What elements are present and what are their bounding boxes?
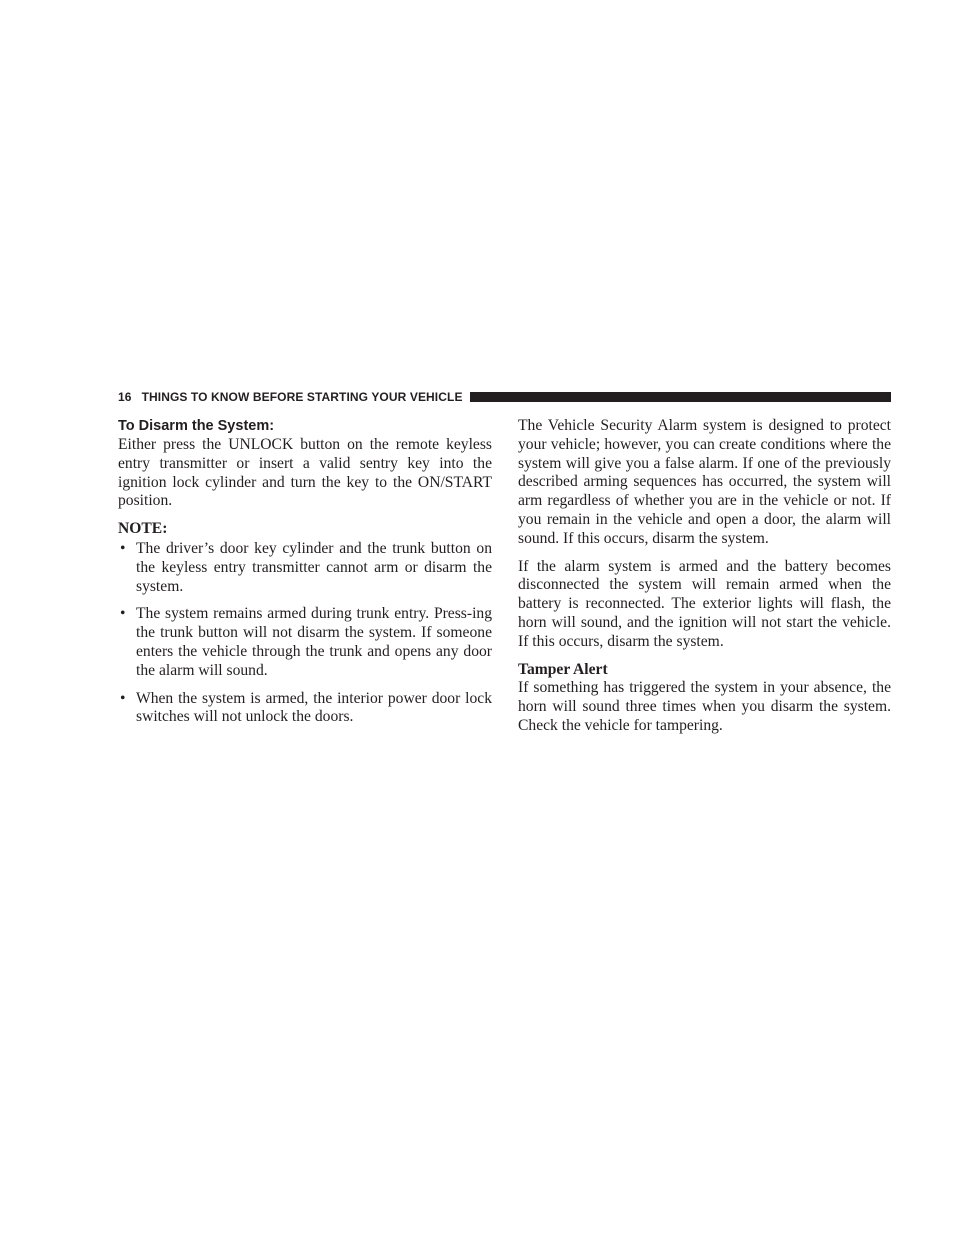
tamper-alert-text: If something has triggered the system in your absence, the horn will sound three times when you disarm the system. Check the vehicle for tampering.: [518, 679, 891, 734]
list-item-text: The driver’s door key cylinder and the trunk button on the keyless entry transmitter cannot arm or disarm the system.: [136, 539, 492, 595]
disarm-intro: Either press the UNLOCK button on the remote keyless entry transmitter or insert a valid sentry key into the ignition lock cylinder and turn the key to the ON/START position.: [118, 436, 492, 510]
list-item: [118, 690, 492, 728]
alarm-paragraph-1: The Vehicle Security Alarm system is designed to protect your vehicle; however, you can create conditions where the system will give you a false alarm. If one of the previously described arming sequences has occurred, the system will arm regardless of whether you are in the vehicle or not. If you remain in the vehicle and open a door, the alarm will sound. If this occurs, disarm the system.: [518, 417, 891, 547]
bullet-icon: •: [120, 689, 126, 707]
disarm-heading: To Disarm the System:: [118, 418, 275, 434]
right-column: [518, 417, 891, 745]
list-item-text: When the system is armed, the interior power door lock switches will not unlock the doors.: [136, 689, 492, 726]
list-item: [118, 540, 492, 596]
bullet-icon: •: [120, 605, 126, 623]
bullet-icon: •: [120, 539, 126, 557]
alarm-paragraph-2: If the alarm system is armed and the battery becomes disconnected the system will remain armed when the battery is reconnected. The exterior lights will flash, the horn will sound, and the ignition will not start the vehicle. If this occurs, disarm the system.: [518, 557, 891, 650]
tamper-alert-heading: Tamper Alert: [518, 660, 608, 678]
list-item: [118, 605, 492, 680]
list-item-text: The system remains armed during trunk entry. Press-ing the trunk button will not disarm the system. If someone enters the vehicle through the trunk and opens any door the alarm will sound.: [136, 605, 492, 679]
page-header: [118, 389, 891, 405]
note-list: [118, 540, 492, 727]
note-label: NOTE:: [118, 520, 168, 538]
page-number: 16: [118, 390, 132, 404]
left-column: [118, 417, 492, 736]
header-rule: [470, 392, 891, 402]
section-title: THINGS TO KNOW BEFORE STARTING YOUR VEHICLE: [141, 390, 463, 404]
